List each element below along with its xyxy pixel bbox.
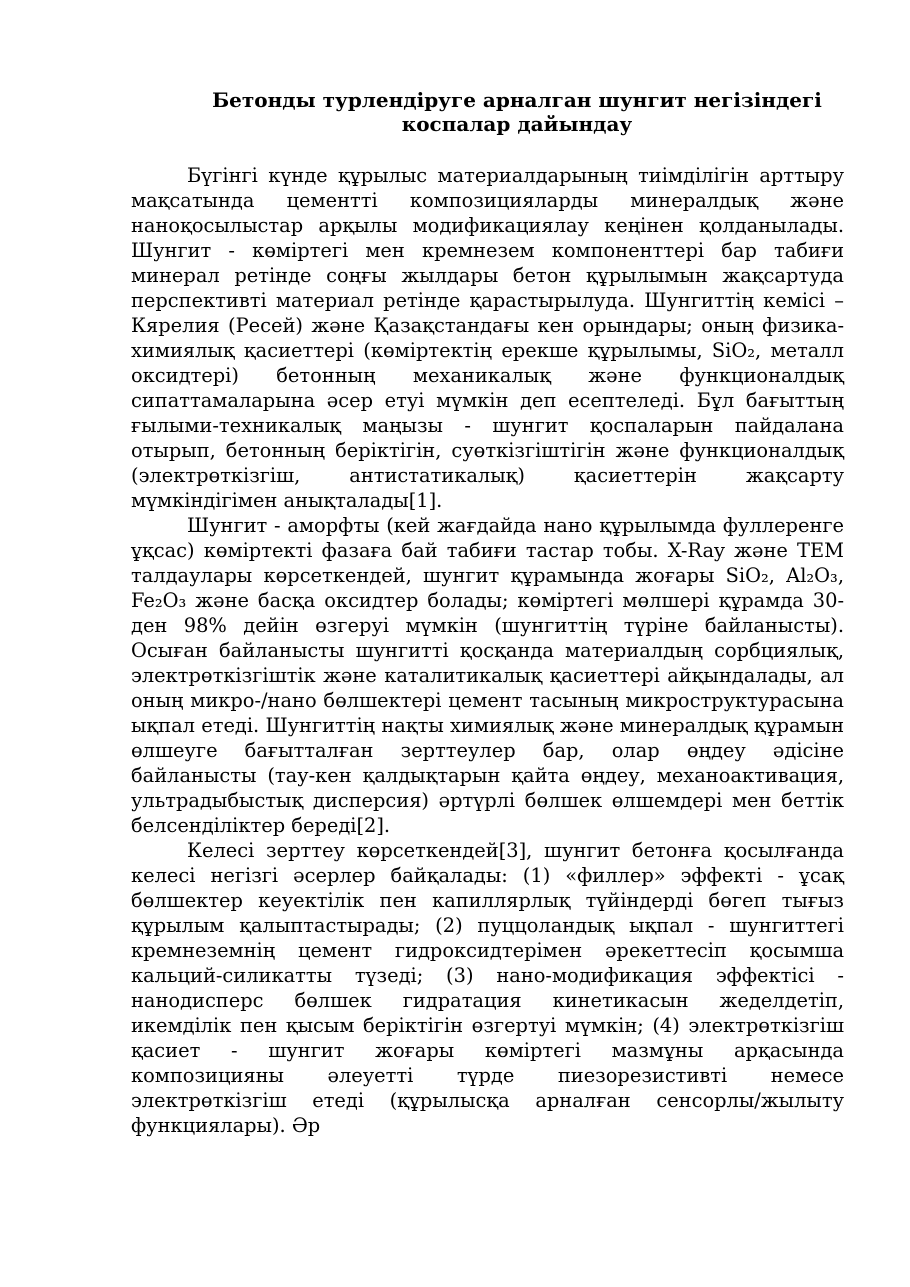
title-line-1: Бетонды турлендіруге арналган шунгит негізіндегі <box>212 88 822 112</box>
document-title <box>130 88 844 136</box>
title-line-2: коспалар дайындау <box>401 112 633 136</box>
paragraph-effects: Келесі зерттеу көрсеткендей[3], шунгит бетонға қосылғанда келесі негізгі әсерлер байқалады: (1) «филлер» эффекті - ұсақ бөлшектер кеуектілік пен капиллярлық түйіндерді бөгеп тығыз құрылым қалыптастырады; (2) пуццоландық ықпал - шунгиттегі кремнеземнің цемент гидроксидтерімен әрекеттесіп қосымша кальций-силикатты түзеді; (3) нано-модификация эффектісі - нанодисперс бөлшек гидратация кинетикасын жеделдетіп, икемділік пен қысым беріктігін өзгертуі мүмкін; (4) электрөткізгіш қасиет - шунгит жоғары көміртегі мазмұны арқасында композицияны әлеуетті түрде пиезорезистивті немесе электрөткізгіш етеді (құрылысқа арналған сенсорлы/жылыту функциялары). Әр <box>131 839 844 1137</box>
paragraph-intro: Бүгінгі күнде құрылыс материалдарының тиімділігін арттыру мақсатында цементті композицияларды минералдық және наноқосылыстар арқылы модификациялау кеңінен қолданылады. Шунгит - көміртегі мен кремнезем компоненттері бар табиғи минерал ретінде соңғы жылдары бетон құрылымын жақсартуда перспективті материал ретінде қарастырылуда. Шунгиттің кемісі – Кярелия (Ресей) және Қазақстандағы кен орындары; оның физика-химиялық қасиеттері (көміртектің ерекше құрылымы, SiO₂, металл оксидтері) бетонның механикалық және функционалдық сипаттамаларына әсер етуі мүмкін деп есептеледі. Бұл бағыттың ғылыми-техникалық маңызы - шунгит қоспаларын пайдалана отырып, бетонның беріктігін, суөткізгіштігін және функционалдық (электрөткізгіш, антистатикалық) қасиеттерін жақсарту мүмкіндігімен анықталады[1]. <box>131 164 844 512</box>
document-body <box>131 163 844 1138</box>
paragraph-shungite-composition: Шунгит - аморфты (кей жағдайда нано құрылымда фуллеренге ұқсас) көміртекті фазаға бай табиғи тастар тобы. X-Ray және TEM талдаулары көрсеткендей, шунгит құрамында жоғары SiO₂, Al₂O₃, Fe₂O₃ және басқа оксидтер болады; көміртегі мөлшері құрамда 30-ден 98% дейін өзгеруі мүмкін (шунгиттің түріне байланысты). Осыған байланысты шунгитті қосқанда материалдың сорбциялық, электрөткізгіштік және каталитикалық қасиеттері айқындалады, ал оның микро-/нано бөлшектері цемент тасының микроструктурасына ықпал етеді. Шунгиттің нақты химиялық және минералдық құрамын өлшеуге бағытталған зерттеулер бар, олар өңдеу әдісіне байланысты (тау-кен қалдықтарын қайта өңдеу, механоактивация, ультрадыбыстық дисперсия) әртүрлі бөлшек өлшемдері мен беттік белсенділіктер береді[2]. <box>131 514 844 837</box>
